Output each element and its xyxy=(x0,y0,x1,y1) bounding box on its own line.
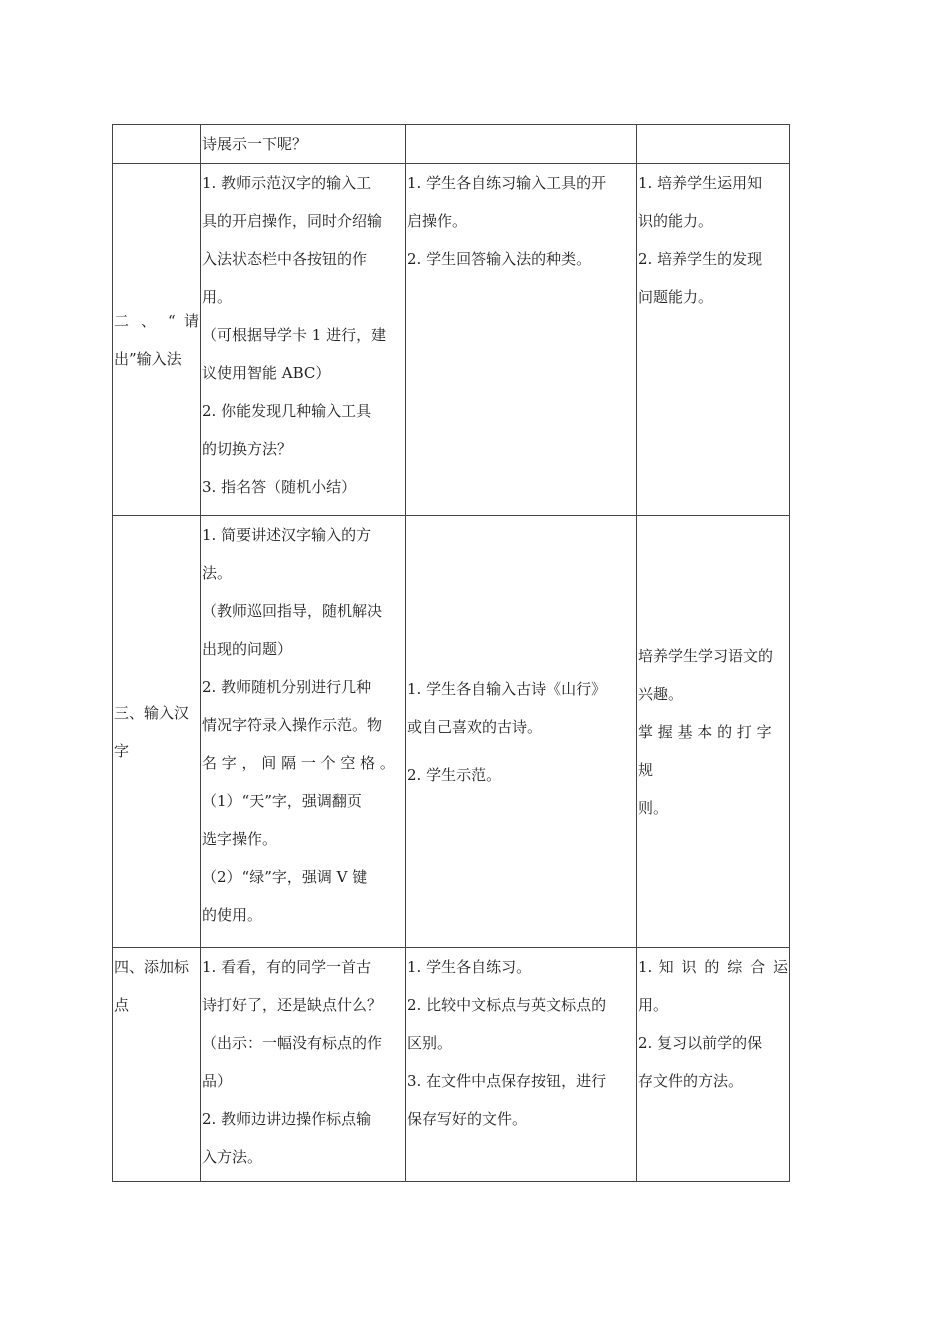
text-line: 1. 教师示范汉字的输入工 xyxy=(202,174,372,192)
stage-label-line1: 四、添加标 xyxy=(114,958,190,976)
text-line: 或自己喜欢的古诗。 xyxy=(407,717,543,736)
text-line: 1. 看看，有的同学一首古 xyxy=(202,958,372,976)
text-line: 1. 学生各自练习。 xyxy=(407,958,532,976)
table-row xyxy=(113,516,790,948)
text-line: 的切换方法？ xyxy=(202,440,293,458)
table-row xyxy=(113,948,790,1182)
text-line: 掌 握 基 本 的 打 字 规 xyxy=(638,722,772,779)
text-line: 2. 比较中文标点与英文标点的 xyxy=(407,996,607,1014)
text-line: 则。 xyxy=(638,798,669,817)
text-line: 兴趣。 xyxy=(638,684,684,703)
text-line: 1. 培养学生运用知 xyxy=(638,174,763,192)
text-line: 问题能力。 xyxy=(638,288,714,306)
text-line: 3. 在文件中点保存按钮，进行 xyxy=(407,1072,607,1090)
text-line: 的使用。 xyxy=(202,906,263,924)
lesson-plan-table xyxy=(112,124,790,1182)
text-line: 选字操作。 xyxy=(202,830,278,848)
teacher-activity-cell xyxy=(201,125,406,164)
stage-cell xyxy=(113,164,201,516)
text-line: 具的开启操作，同时介绍输 xyxy=(202,212,383,230)
text-line: 1. 简要讲述汉字输入的方 xyxy=(202,526,372,544)
stage-label-line2: 字 xyxy=(114,741,130,760)
student-activity-cell xyxy=(406,948,637,1182)
text-line: 3. 指名答（随机小结） xyxy=(202,478,357,496)
text-line: 用。 xyxy=(638,996,669,1014)
text-line: 2. 学生示范。 xyxy=(407,765,502,784)
text-line: 1. 知 识 的 综 合 运 xyxy=(638,958,788,976)
text-line: 用。 xyxy=(202,288,233,306)
text-line: （2）“绿”字，强调 V 键 xyxy=(202,868,368,886)
text-line: （可根据导学卡 1 进行，建 xyxy=(202,326,387,344)
text-line: 2. 教师边讲边操作标点输 xyxy=(202,1110,372,1128)
teacher-activity-cell xyxy=(201,948,406,1182)
text-line: （教师巡回指导，随机解决 xyxy=(202,602,383,620)
stage-cell xyxy=(113,516,201,948)
text-line: （1）“天”字，强调翻页 xyxy=(202,792,362,810)
text-line: （出示：一幅没有标点的作 xyxy=(202,1034,383,1052)
text-line: 情况字符录入操作示范。物 xyxy=(202,716,383,734)
text-line xyxy=(406,746,636,756)
text-line: 1. 学生各自输入古诗《山行》 xyxy=(407,679,607,698)
stage-label-line2: 出”输入法 xyxy=(114,349,182,368)
student-activity-cell xyxy=(406,125,637,164)
text-line: 识的能力。 xyxy=(638,212,714,230)
stage-label-line1: 三、输入汉 xyxy=(114,703,190,722)
text-line: 1. 学生各自练习输入工具的开 xyxy=(407,174,607,192)
design-intent-cell xyxy=(637,948,790,1182)
design-intent-cell xyxy=(637,164,790,516)
text-line: 2. 学生回答输入法的种类。 xyxy=(407,250,592,268)
text-line: 议使用智能 ABC） xyxy=(202,364,331,382)
stage-cell xyxy=(113,948,201,1182)
stage-cell xyxy=(113,125,201,164)
text-line: 区别。 xyxy=(407,1034,453,1052)
text-line: 2. 教师随机分别进行几种 xyxy=(202,678,372,696)
text-line: 诗打好了，还是缺点什么？ xyxy=(202,996,383,1014)
text-line: 出现的问题） xyxy=(202,640,293,658)
text-line: 名 字 ， 间 隔 一 个 空 格 。 xyxy=(202,754,395,772)
text-line: 存文件的方法。 xyxy=(638,1072,744,1090)
teacher-activity-cell xyxy=(201,516,406,948)
text-line: 2. 培养学生的发现 xyxy=(638,250,763,268)
student-activity-cell xyxy=(406,164,637,516)
stage-label-line1: 二 、 “ 请 xyxy=(114,311,199,330)
teacher-activity-cell xyxy=(201,164,406,516)
design-intent-cell xyxy=(637,516,790,948)
stage-label-line2: 点 xyxy=(114,996,130,1014)
text-line: 诗展示一下呢？ xyxy=(202,135,308,153)
text-line: 入方法。 xyxy=(202,1148,263,1166)
table-row xyxy=(113,164,790,516)
text-line: 品） xyxy=(202,1072,233,1090)
text-line: 2. 复习以前学的保 xyxy=(638,1034,763,1052)
text-line: 法。 xyxy=(202,564,233,582)
text-line: 培养学生学习语文的 xyxy=(638,646,774,665)
student-activity-cell xyxy=(406,516,637,948)
text-line: 2. 你能发现几种输入工具 xyxy=(202,402,372,420)
text-line: 入法状态栏中各按钮的作 xyxy=(202,250,368,268)
text-line: 启操作。 xyxy=(407,212,468,230)
design-intent-cell xyxy=(637,125,790,164)
table-row xyxy=(113,125,790,164)
text-line: 保存写好的文件。 xyxy=(407,1110,528,1128)
